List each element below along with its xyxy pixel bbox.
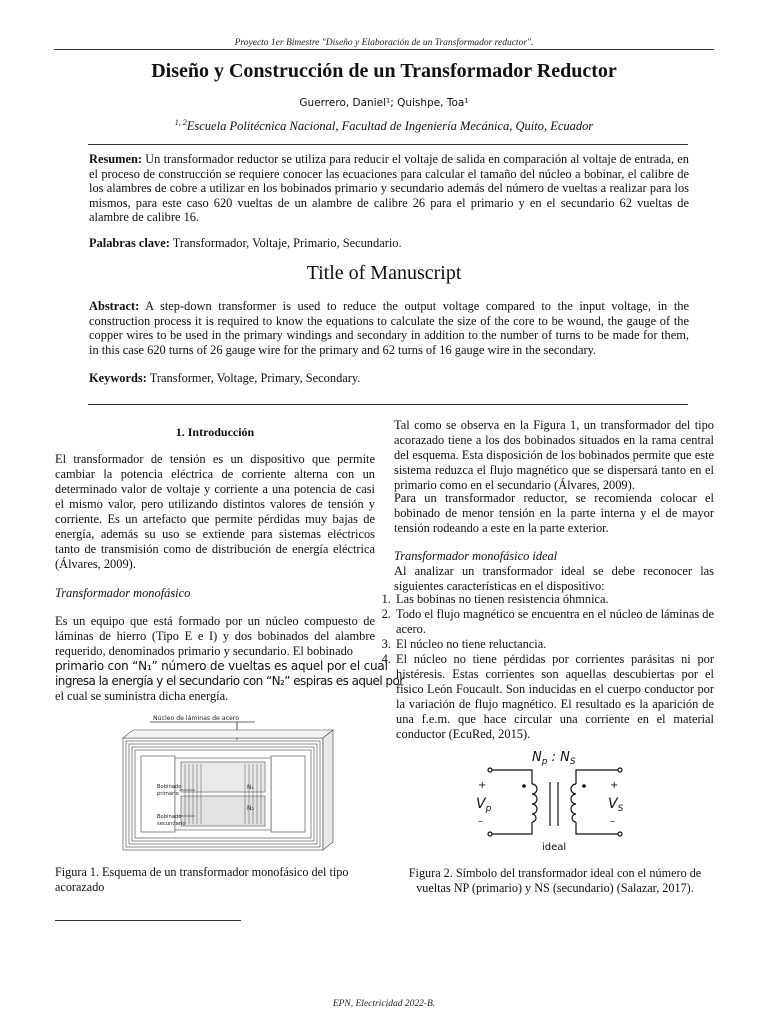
palabras-clave: Palabras clave: Transformador, Voltaje, Primario, Secundario.	[89, 236, 402, 250]
monofasico-paragraph: Es un equipo que está formado por un núcleo compuesto de láminas de hierro (Tipo E e I) y dos bobinados del alambre requerido, denominados primario y secundario. El bobinado	[55, 614, 375, 658]
figure-2-ideal-transformer-symbol	[470, 744, 640, 856]
section-heading-introduccion: 1. Introducción	[175, 425, 255, 439]
figure-1-label-primary: Bobinado primario	[157, 784, 182, 797]
ideal-intro-paragraph: Al analizar un transformador ideal se debe reconocer las siguientes características en el dispositivo:	[394, 564, 714, 593]
list-item: 2. Todo el flujo magnético se encuentra en el núcleo de láminas de acero.	[394, 607, 714, 637]
figure-1-coils	[175, 758, 271, 830]
svg-text:+: +	[478, 780, 487, 791]
english-title: Title of Manuscript	[306, 262, 462, 284]
footnote-rule	[55, 920, 241, 921]
figure-1-label-core: Núcleo de láminas de acero	[153, 715, 239, 722]
right-paragraph-2: Para un transformador reductor, se recomienda colocar el bobinado de menor tensión en la parte interna y el de mayor tensión rodeando a este en la parte exterior.	[394, 491, 714, 535]
monofasico-line-c: el cual se suministra dicha energía.	[55, 689, 229, 703]
figure-1-label-secondary: Bobinado secundario	[157, 814, 186, 827]
resumen-paragraph: Resumen: Un transformador reductor se utiliza para reducir el voltaje de salida en comparación al voltaje de entrada, en el proceso de construcción se requiere conocer las ecuaciones para calcular el tamaño del núcleo a bobinar, el calibre de los alambres de cobre a utilizar en los bobinados primario y secundario además del número de vueltas a realizar para los mismos, para este caso 620 vueltas de un alambre de calibre 26 para el primario y en el secundario 62 vueltas de alambre de calibre 16.	[89, 152, 689, 225]
bottom-rule	[88, 404, 688, 405]
resumen-label: Resumen:	[89, 152, 142, 166]
figure-1-label-n2: N₂	[247, 805, 254, 812]
list-item: 4. El núcleo no tiene pérdidas por corrientes parásitas ni por histéresis. Estas corrientes son aquellas descubiertas por el físico León Foucault. Son inducidas en el cuerpo conductor por la variación de flujo magnético. El resultado es la aparición de una f.e.m. que hace circular una corriente en el material conductor (EcuRed, 2015).	[394, 652, 714, 742]
keywords: Keywords: Transformer, Voltage, Primary, Secondary.	[89, 371, 361, 385]
authors: Guerrero, Daniel¹; Quishpe, Toa¹	[299, 97, 469, 109]
figure-1-caption: Figura 1. Esquema de un transformador monofásico del tipo acorazado	[55, 865, 349, 894]
svg-text:+: +	[610, 780, 619, 791]
header-rule	[54, 49, 714, 50]
list-item: 3. El núcleo no tiene reluctancia.	[394, 637, 714, 652]
list-item: 1. Las bobinas no tienen resistencia óhmnica.	[394, 592, 714, 607]
abstract-paragraph: Abstract: A step-down transformer is used to reduce the output voltage compared to the input voltage, in the construction process it is required to know the equations to calculate the size of the core to be wound, the gauge of the copper wires to be used in the primary windings and secondary in addition to the number of turns to be made for them, in this case 620 turns of 26 gauge wire for the primary and 62 turns of 16 gauge wire in the secondary.	[89, 299, 689, 357]
right-paragraph-1: Tal como se observa en la Figura 1, un transformador del tipo acorazado tiene a los dos bobinados situados en la rama central del esquema. Esta disposición de los bobinados permite que este sistema reduzca el flujo magnético que se dispersará tanto en el primario como en el secundario (Álvares, 2009).	[394, 418, 714, 492]
monofasico-line-a: primario con “N₁” número de vueltas es aquel por el cual	[55, 659, 388, 673]
paper-title: Diseño y Construcción de un Transformador Reductor	[151, 60, 617, 82]
subheading-transformador-ideal: Transformador monofásico ideal	[394, 549, 558, 563]
svg-text:Vp: $V_p$	[476, 796, 492, 814]
running-header: Proyecto 1er Bimestre "Diseño y Elaboración de un Transformador reductor".	[234, 38, 534, 48]
svg-text:VS: $V_S$	[608, 796, 624, 814]
subheading-transformador-monofasico: Transformador monofásico	[55, 586, 191, 600]
svg-text:Np : NS: $N_p$ : $N_S$	[532, 750, 576, 767]
svg-text:ideal: ideal	[542, 842, 567, 853]
figure-1-label-n1: N₁	[247, 784, 254, 791]
svg-text:–: –	[610, 816, 615, 827]
affiliation: $^{1, 2}$Escuela Politécnica Nacional, Facultad de Ingeniería Mecánica, Quito, Ecuador	[174, 118, 594, 134]
figure-1-transformer-diagram	[115, 712, 335, 854]
figure-2-caption: Figura 2. Símbolo del transformador ideal con el número de vueltas NP (primario) y NS (secundario) (Salazar, 2017).	[408, 866, 702, 895]
svg-text:–: –	[478, 816, 483, 827]
ideal-characteristics-list	[372, 592, 714, 742]
page-footer: EPN, Electricidad 2022-B.	[332, 999, 436, 1009]
intro-paragraph: El transformador de tensión es un dispositivo que permite cambiar la potencia eléctrica de corriente alterna con un determinado valor de voltaje y corriente a una potencia de casi el mismo valor, pero utilizando distintos valores de tensión y corriente. Es un artefacto que permite pérdidas muy bajas de energía, además su uso se extiende para sistemas eléctricos tanto de transmisión como de distribución de energía eléctrica (Álvares, 2009).	[55, 452, 375, 571]
top-rule	[88, 144, 688, 145]
monofasico-line-b: ingresa la energía y el secundario con “N₂” espiras es aquel por	[55, 674, 404, 688]
